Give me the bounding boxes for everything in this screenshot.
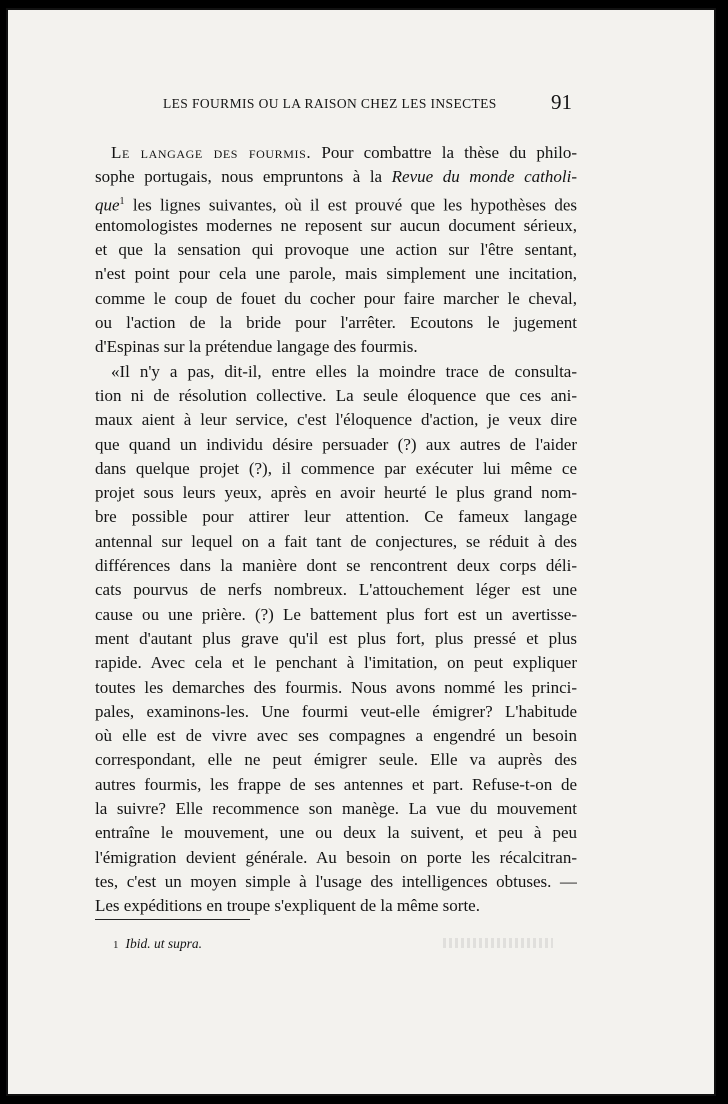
- text-line: sophe portugais, nous empruntons à la Revue du monde catholi-: [95, 167, 577, 187]
- text-line: ou l'action de la bride pour l'arrêter. Ecoutons le jugement: [95, 313, 577, 333]
- running-header: LES FOURMIS OU LA RAISON CHEZ LES INSECTES: [163, 96, 497, 111]
- body-text: [95, 141, 577, 919]
- text-line: toutes les demarches des fourmis. Nous avons nommé les princi-: [95, 677, 577, 697]
- journal-title: Revue du monde catholi-: [391, 167, 577, 187]
- text-line: entomologistes modernes ne reposent sur aucun document sérieux,: [95, 215, 577, 235]
- text-line: la suivre? Elle recommence son manège. La vue du mouvement: [95, 799, 577, 819]
- text-line: comme le coup de fouet du cocher pour faire marcher le cheval,: [95, 288, 577, 308]
- page-number: 91: [551, 90, 572, 114]
- text-line: bre possible pour attirer leur attention. Ce fameux langage: [95, 507, 577, 527]
- text-line: Les expéditions en troupe s'expliquent de la même sorte.: [95, 896, 480, 916]
- text-line: que$^1$ les lignes suivantes, où il est prouvé que les hypothèses des: [95, 195, 577, 214]
- text-line: entraîne le mouvement, une ou deux la suivent, et peu à peu: [95, 823, 577, 843]
- text-line: d'Espinas sur la prétendue langage des fourmis.: [95, 337, 418, 357]
- text-line: «Il n'y a pas, dit-il, entre elles la moindre trace de consulta-: [111, 361, 577, 381]
- text-line: tion ni de résolution collective. La seule éloquence que ces ani-: [95, 385, 577, 405]
- text-line: maux aient à leur service, c'est l'éloquence d'action, je veux dire: [95, 410, 577, 430]
- text-line: que quand un individu désire persuader (?) aux autres de l'aider: [95, 434, 577, 454]
- text-line: pales, examinons-les. Une fourmi veut-elle émigrer? L'habitude: [95, 701, 577, 721]
- text-line: rapide. Avec cela et le penchant à l'imitation, on peut expliquer: [95, 653, 577, 673]
- text-line: et que la sensation qui provoque une action sur l'être sentant,: [95, 240, 577, 260]
- text-line: projet sous leurs yeux, après en avoir heurté le plus grand nom-: [95, 483, 577, 503]
- text-line: différences dans la manière dont se rencontrent deux corps déli-: [95, 556, 577, 576]
- footnote-mark: 1: [113, 939, 119, 951]
- text-line: cats pourvus de nerfs nombreux. L'attouchement léger est une: [95, 580, 577, 600]
- text-line: n'est point pour cela une parole, mais simplement une incitation,: [95, 264, 577, 284]
- text-line: Le langage des fourmis. Pour combattre la thèse du philo-: [111, 143, 577, 162]
- text-line: où elle est de vivre avec ses compagnes a engendré un besoin: [95, 726, 577, 746]
- footnote-divider: [95, 919, 250, 920]
- footnote-text: Ibid. ut supra.: [125, 936, 203, 951]
- section-title: Le langage des fourmis.: [111, 143, 312, 162]
- text-line: autres fourmis, les frappe de ses antennes et part. Refuse-t-on de: [95, 774, 577, 794]
- text-line: ment d'autant plus grave qu'il est plus fort, plus pressé et plus: [95, 628, 577, 648]
- book-page: [6, 8, 716, 1096]
- text-line: dans quelque projet (?), il commence par exécuter lui même ce: [95, 458, 577, 478]
- text-line: antennal sur lequel on a fait tant de conjectures, se réduit à des: [95, 531, 577, 551]
- footnote-reference[interactable]: 1: [119, 195, 125, 207]
- text-line: cause ou une prière. (?) Le battement plus fort est un avertisse-: [95, 604, 577, 624]
- footnote: [113, 936, 202, 952]
- text-line: tes, c'est un moyen simple à l'usage des intelligences obtuses. —: [95, 871, 577, 891]
- text-line: correspondant, elle ne peut émigrer seule. Elle va auprès des: [95, 750, 577, 770]
- bleed-through-mark: [443, 938, 553, 948]
- text-line: l'émigration devient générale. Au besoin on porte les récalcitran-: [95, 847, 577, 867]
